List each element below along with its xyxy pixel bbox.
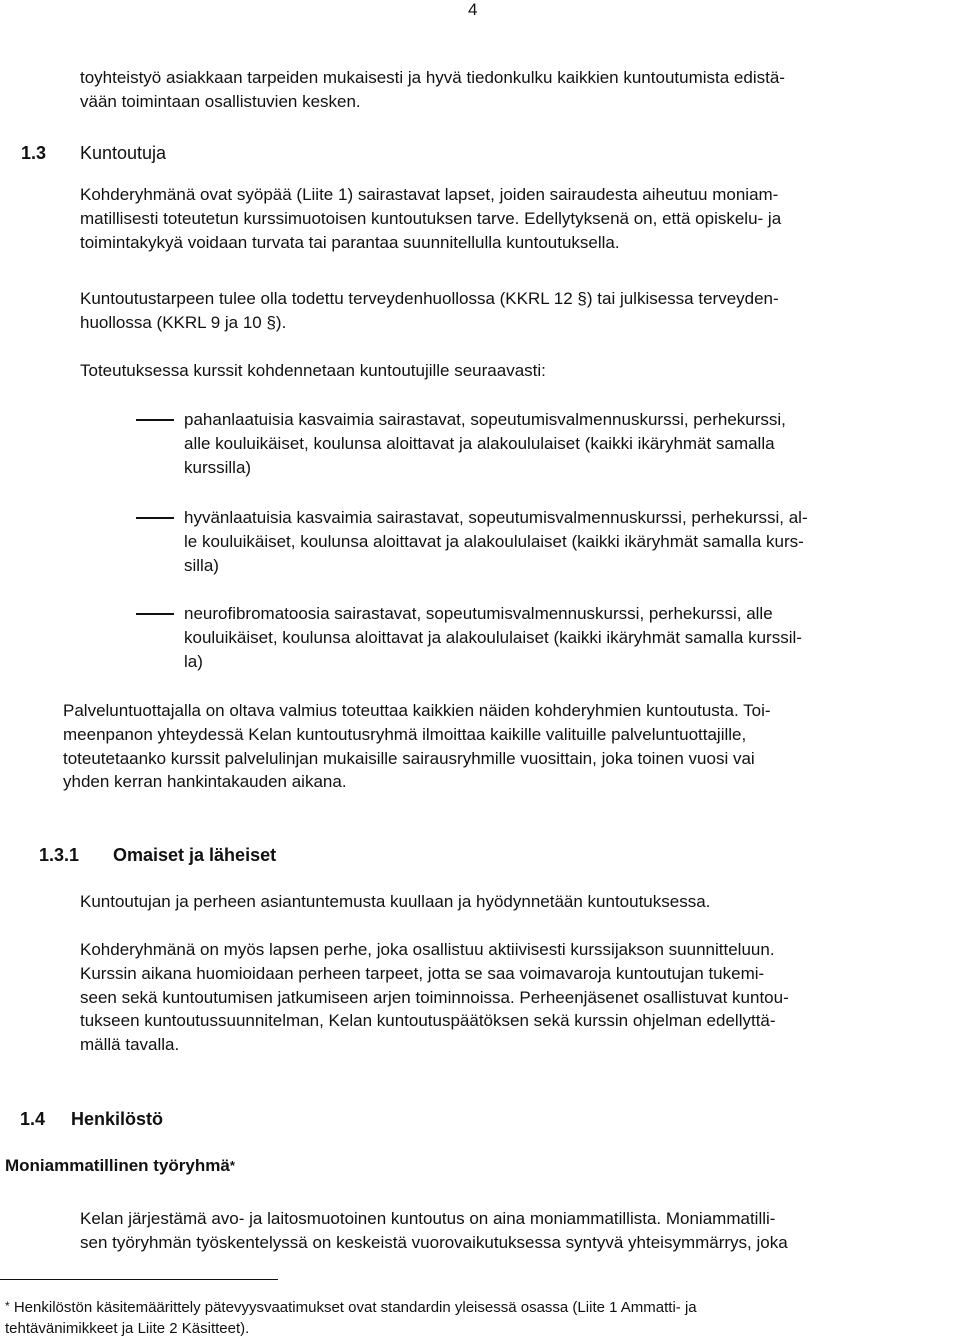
text-line: toyhteistyö asiakkaan tarpeiden mukaisesti ja hyvä tiedonkulku kaikkien kuntoutumista edistä-: [80, 68, 785, 87]
subheading-team: [5, 1156, 235, 1176]
text-line: mällä tavalla.: [80, 1035, 180, 1055]
text-line: le kouluikäiset, koulunsa aloittavat ja alakoululaiset (kaikki ikäryhmät samalla kurs-: [184, 531, 804, 551]
text-line: huollossa (KKRL 9 ja 10 §).: [80, 312, 287, 332]
paragraph-provider: [63, 699, 953, 794]
paragraph-family: [80, 938, 950, 1057]
text-line: la): [184, 651, 203, 671]
paragraph-allocation: [80, 359, 546, 383]
text-line: Kurssin aikana huomioidaan perheen tarpeet, jotta se saa voimavaroja kuntoutujan tukemi-: [80, 963, 765, 983]
text-line: Kohderyhmänä on myös lapsen perhe, joka osallistuu aktiivisesti kurssijakson suunnitteluun.: [80, 940, 775, 959]
text-line: silla): [184, 555, 219, 575]
section-heading-1-3: [21, 143, 46, 164]
text-line: vään toimintaan osallistuvien kesken.: [80, 91, 361, 111]
heading-title: Omaiset ja läheiset: [113, 845, 277, 865]
section-heading-1-3-1: [39, 845, 79, 866]
text-line: toteutetaanko kurssit palvelulinjan mukaisille sairausryhmille vuosittain, joka toinen vuosi vai: [63, 748, 755, 768]
text-line: toimintakykyä voidaan turvata tai parantaa suunnitellulla kuntoutuksella.: [80, 232, 620, 252]
footnote-line: tehtävänimikkeet ja Liite 2 Käsitteet).: [5, 1320, 250, 1337]
heading-title: Kuntoutuja: [80, 143, 167, 163]
footnote-text: Henkilöstön käsitemäärittely pätevyysvaatimukset ovat standardin yleisessä osassa (Liite 1 Ammatti- ja: [9, 1299, 697, 1316]
list-item: [136, 602, 960, 674]
footnote: [5, 1296, 905, 1339]
section-title-1-4: [71, 1109, 163, 1130]
text-line: kouluikäiset, koulunsa aloittavat ja alakoululaiset (kaikki ikäryhmät samalla kurssil-: [184, 627, 802, 647]
text-line: sen työryhmän työskentelyssä on keskeistä vuorovaikutuksessa syntyvä yhteisymmärrys, joka: [80, 1232, 788, 1252]
heading-number: 1.4: [20, 1109, 46, 1129]
dash-bullet: [136, 419, 174, 421]
text-line: yhden kerran hankintakauden aikana.: [63, 772, 347, 792]
text-line: alle kouluikäiset, koulunsa aloittavat ja alakoululaiset (kaikki ikäryhmät samalla: [184, 433, 775, 453]
page-number: 4: [468, 0, 478, 19]
paragraph-need: [80, 287, 950, 335]
text-line: kurssilla): [184, 457, 252, 477]
paragraph-team: [80, 1207, 955, 1255]
footnote-separator: [0, 1279, 278, 1280]
text-line: hyvänlaatuisia kasvaimia sairastavat, sopeutumisvalmennuskurssi, perhekurssi, al-: [184, 508, 808, 527]
text-line: matillisesti toteutetun kurssimuotoisen kuntoutuksen tarve. Edellytyksenä on, että opiskelu- ja: [80, 208, 782, 228]
text-line: Kelan järjestämä avo- ja laitosmuotoinen kuntoutus on aina moniammatillista. Moniammatilli-: [80, 1209, 776, 1228]
subheading-text: Moniammatillinen työryhmä: [5, 1156, 230, 1175]
text-line: Kuntoutujan ja perheen asiantuntemusta kuullaan ja hyödynnetään kuntoutuksessa.: [80, 892, 711, 911]
heading-title: Henkilöstö: [71, 1109, 164, 1129]
section-title-1-3-1: [113, 845, 276, 866]
text-line: Kuntoutustarpeen tulee olla todettu terveydenhuollossa (KKRL 12 §) tai julkisessa terveyden-: [80, 289, 779, 308]
footnote-mark: *: [5, 1299, 10, 1313]
text-line: Kohderyhmänä ovat syöpää (Liite 1) sairastavat lapset, joiden sairaudesta aiheutuu moniam-: [80, 185, 779, 204]
text-line: meenpanon yhteydessä Kelan kuntoutusryhmä ilmoittaa kaikille valituille palveluntuottajille,: [63, 724, 747, 744]
section-heading-1-4: [20, 1109, 45, 1130]
text-line: Toteutuksessa kurssit kohdennetaan kuntoutujille seuraavasti:: [80, 361, 546, 380]
section-title-1-3: [80, 143, 166, 164]
dash-bullet: [136, 517, 174, 519]
paragraph-expertise: [80, 890, 710, 914]
text-line: Palveluntuottajalla on oltava valmius toteuttaa kaikkien näiden kohderyhmien kuntoutusta. Toi-: [63, 701, 771, 720]
list-item: [136, 506, 960, 578]
footnote-line: [5, 1296, 905, 1318]
heading-number: 1.3: [21, 143, 47, 163]
list-item: [136, 408, 960, 480]
text-line: neurofibromatoosia sairastavat, sopeutumisvalmennuskurssi, perhekurssi, alle: [184, 604, 773, 623]
text-line: tukseen kuntoutussuunnitelman, Kelan kuntoutuspäätöksen sekä kurssin ohjelman edellyttä-: [80, 1011, 776, 1031]
text-line: pahanlaatuisia kasvaimia sairastavat, sopeutumisvalmennuskurssi, perhekurssi,: [184, 410, 786, 429]
text-line: seen sekä kuntoutumisen jatkumiseen arjen toiminnoissa. Perheenjäsenet osallistuvat kuntou-: [80, 987, 789, 1007]
footnote-marker: *: [229, 1158, 235, 1173]
intro-paragraph: [80, 66, 950, 114]
paragraph-target-group: [80, 183, 950, 254]
heading-number: 1.3.1: [39, 845, 80, 865]
dash-bullet: [136, 613, 174, 615]
